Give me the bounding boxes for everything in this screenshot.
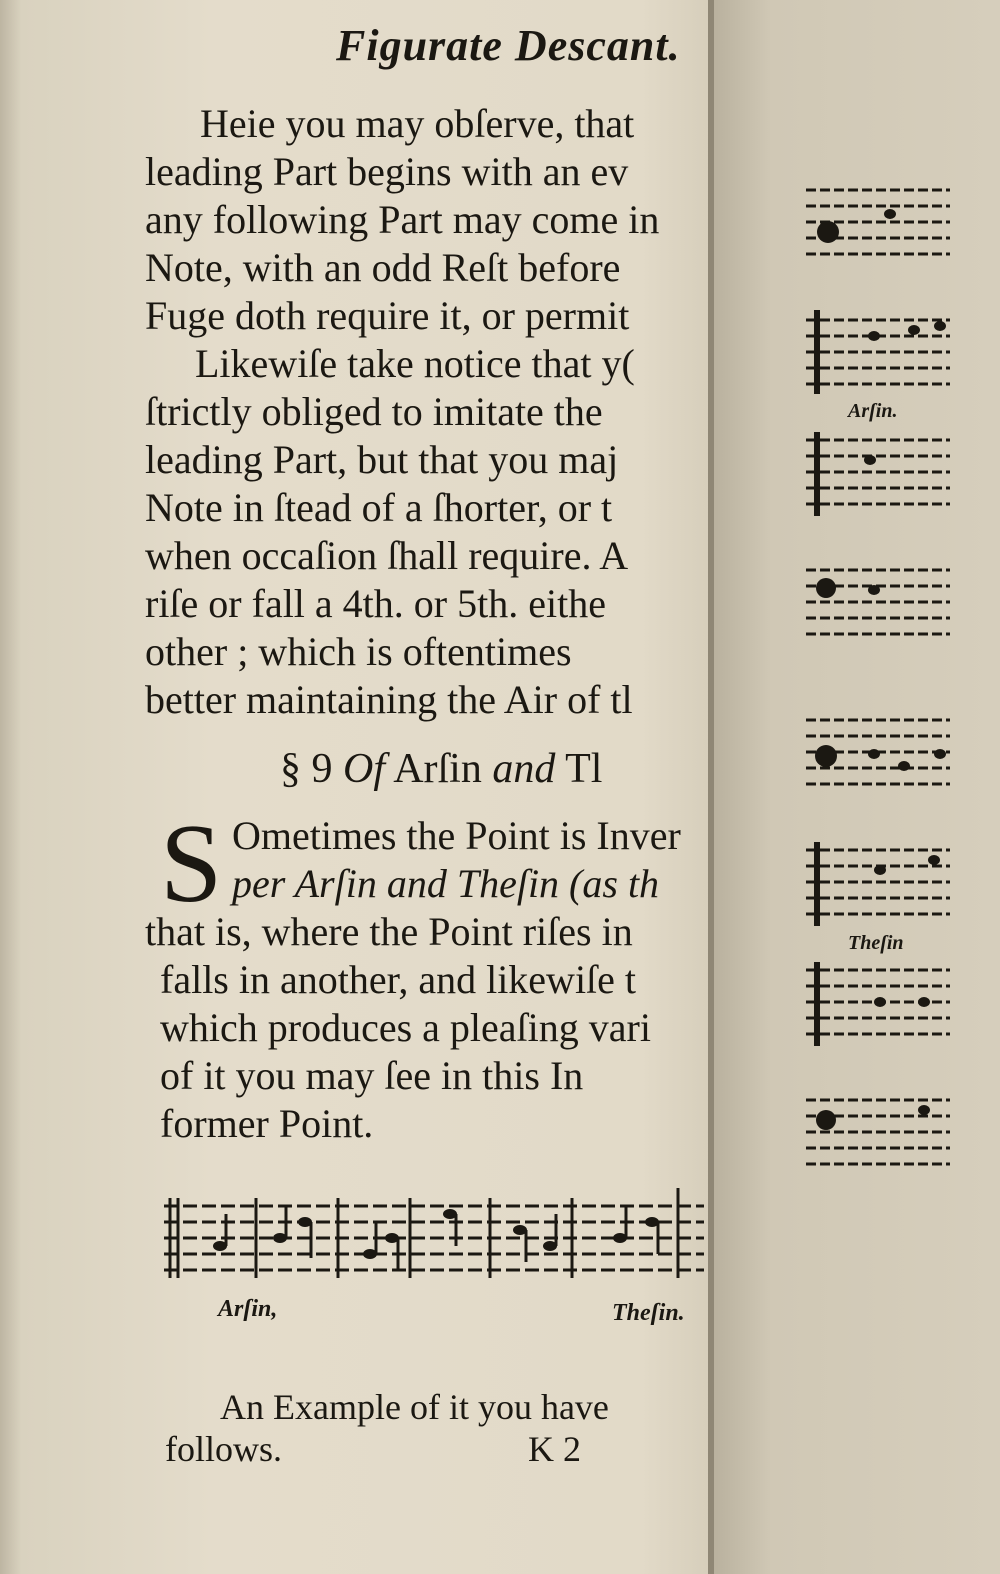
text-line: leading Part, but that you maj	[145, 437, 619, 482]
caption-arsin: Arſin,	[218, 1296, 278, 1322]
text-line: leading Part begins with an ev	[145, 149, 629, 194]
section-number: § 9	[280, 746, 333, 792]
text-line: that is, where the Point riſes in	[145, 909, 633, 954]
text-line: former Point.	[160, 1101, 374, 1146]
text-line: Likewiſe take notice that y(	[195, 341, 635, 386]
text-line: of it you may ſee in this In	[160, 1053, 584, 1098]
text-line: which produces a pleaſing vari	[160, 1005, 651, 1050]
text-line: Note in ſtead of a ſhorter, or t	[145, 485, 613, 530]
running-header: Figurate Descant.	[336, 21, 681, 70]
text-line: per Arſin and Theſin (as th	[232, 861, 660, 906]
section-of: Of	[343, 746, 385, 792]
text-line: Ometimes the Point is Inver	[232, 813, 681, 858]
signature-mark: K 2	[528, 1429, 581, 1469]
caption-thesin: Theſin.	[612, 1300, 685, 1326]
drop-cap: S	[160, 802, 223, 926]
section-heading	[280, 745, 602, 793]
music-example-staff	[160, 1178, 708, 1288]
facing-caption-arsin: Arſin.	[848, 400, 898, 422]
text-line: Note, with an odd Reſt before	[145, 245, 621, 290]
text-line: when occaſion ſhall require. A	[145, 533, 629, 578]
section-and: and	[492, 746, 556, 792]
closing-line-2: follows.	[165, 1429, 282, 1469]
text-line: falls in another, and likewiſe t	[160, 957, 637, 1002]
section-arsin: Arſin	[393, 746, 482, 792]
facing-caption-thesin: Theſin	[848, 932, 904, 954]
facing-page-staves	[804, 170, 954, 1180]
text-line: Heie you may obſerve, that	[200, 101, 635, 146]
text-line: ſtrictly obliged to imitate the	[145, 389, 603, 434]
section-thesin: Tl	[565, 746, 603, 792]
text-line: Fuge doth require it, or permit	[145, 293, 630, 338]
text-line: other ; which is oftentimes	[145, 629, 572, 674]
closing-line: An Example of it you have	[220, 1387, 609, 1427]
text-line: any following Part may come in	[145, 197, 660, 242]
text-line: riſe or fall a 4th. or 5th. eithe	[145, 581, 606, 626]
text-line: better maintaining the Air of tl	[145, 677, 633, 722]
